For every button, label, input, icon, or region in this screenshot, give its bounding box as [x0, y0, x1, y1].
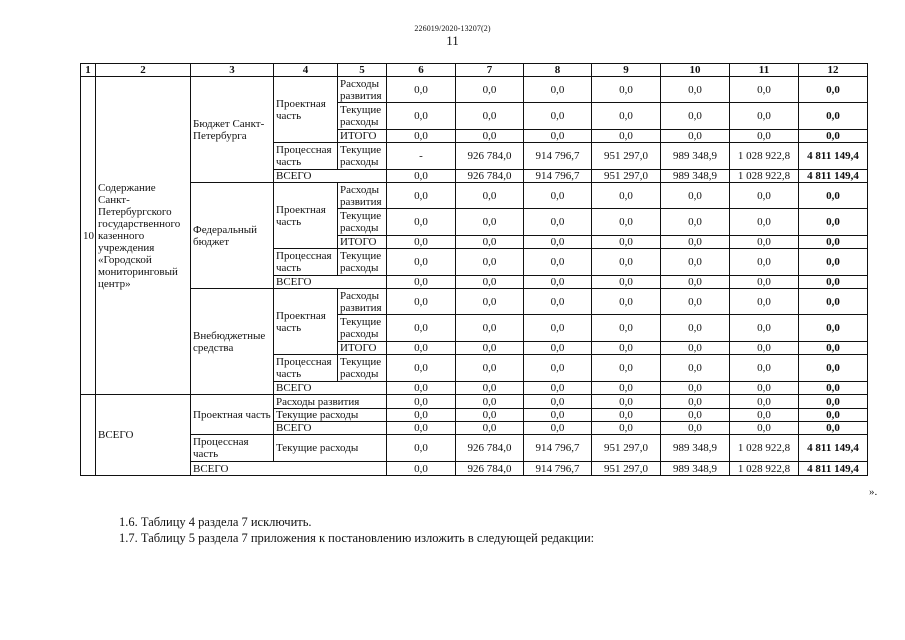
process-part-cell: Процессная часть	[274, 143, 338, 170]
value-cell: 0,0	[387, 422, 456, 435]
value-cell: 0,0	[661, 276, 730, 289]
value-cell: 0,0	[387, 209, 456, 236]
expense-type-cell: Расходы развития	[338, 183, 387, 209]
value-cell: 989 348,9	[661, 143, 730, 170]
column-number-6: 6	[387, 64, 456, 77]
process-part-cell: Процессная часть	[191, 435, 274, 462]
value-cell: 0,0	[661, 77, 730, 103]
total-value-cell: 0,0	[799, 77, 868, 103]
column-number-4: 4	[274, 64, 338, 77]
value-cell: 0,0	[387, 130, 456, 143]
value-cell: 0,0	[524, 249, 592, 276]
column-number-12: 12	[799, 64, 868, 77]
project-part-cell: Проектная часть	[274, 289, 338, 355]
value-cell: 0,0	[387, 395, 456, 409]
value-cell: 0,0	[456, 103, 524, 130]
value-cell: 951 297,0	[592, 435, 661, 462]
column-number-3: 3	[191, 64, 274, 77]
total-value-cell: 0,0	[799, 236, 868, 249]
value-cell: 0,0	[524, 103, 592, 130]
value-cell: 0,0	[456, 382, 524, 395]
table-row	[81, 435, 868, 462]
value-cell: 0,0	[730, 236, 799, 249]
total-value-cell: 4 811 149,4	[799, 143, 868, 170]
value-cell: 0,0	[730, 289, 799, 315]
table-row	[81, 395, 868, 409]
total-value-cell: 4 811 149,4	[799, 435, 868, 462]
value-cell: 0,0	[387, 289, 456, 315]
funding-source-cell: Внебюджетные средства	[191, 289, 274, 395]
column-number-9: 9	[592, 64, 661, 77]
value-cell: 0,0	[592, 395, 661, 409]
value-cell: 0,0	[456, 289, 524, 315]
value-cell: 1 028 922,8	[730, 435, 799, 462]
value-cell: 0,0	[524, 355, 592, 382]
expense-type-cell: Расходы развития	[274, 395, 387, 409]
column-number-5: 5	[338, 64, 387, 77]
value-cell: 0,0	[661, 249, 730, 276]
paragraph-1-6: 1.6. Таблицу 4 раздела 7 исключить.	[119, 515, 312, 529]
value-cell: 0,0	[456, 409, 524, 422]
value-cell: 926 784,0	[456, 435, 524, 462]
value-cell: 0,0	[387, 462, 456, 476]
value-cell: 0,0	[592, 77, 661, 103]
value-cell: 0,0	[661, 236, 730, 249]
value-cell: 0,0	[387, 170, 456, 183]
value-cell: 0,0	[661, 395, 730, 409]
subtotal-label-cell: ИТОГО	[338, 130, 387, 143]
value-cell: 0,0	[730, 209, 799, 236]
document-id: 226019/2020-13207(2)	[414, 24, 491, 33]
value-cell: 0,0	[524, 236, 592, 249]
value-cell: 0,0	[592, 183, 661, 209]
header-row	[81, 64, 868, 77]
value-cell: 0,0	[661, 315, 730, 342]
value-cell: 989 348,9	[661, 170, 730, 183]
value-cell: 0,0	[524, 183, 592, 209]
value-cell: 0,0	[456, 249, 524, 276]
project-part-cell: Проектная часть	[191, 395, 274, 435]
value-cell: 0,0	[592, 130, 661, 143]
value-cell: 0,0	[730, 409, 799, 422]
value-cell: 926 784,0	[456, 462, 524, 476]
value-cell: 914 796,7	[524, 170, 592, 183]
funding-source-cell: Бюджет Санкт-Петербурга	[191, 77, 274, 183]
value-cell: 0,0	[524, 315, 592, 342]
value-cell: 0,0	[592, 249, 661, 276]
value-cell: 951 297,0	[592, 462, 661, 476]
value-cell: 989 348,9	[661, 462, 730, 476]
subtotal-label-cell: ИТОГО	[338, 342, 387, 355]
expense-type-cell: Текущие расходы	[338, 315, 387, 342]
value-cell: 0,0	[456, 209, 524, 236]
process-part-cell: Процессная часть	[274, 355, 338, 382]
value-cell: 0,0	[387, 355, 456, 382]
overall-label-cell: ВСЕГО	[96, 395, 191, 476]
expense-type-cell: Расходы развития	[338, 77, 387, 103]
value-cell: 0,0	[661, 382, 730, 395]
value-cell: 0,0	[592, 409, 661, 422]
value-cell: 0,0	[730, 249, 799, 276]
value-cell: 0,0	[456, 276, 524, 289]
group-total-label-cell: ВСЕГО	[274, 276, 387, 289]
value-cell: 0,0	[524, 209, 592, 236]
value-cell: 0,0	[661, 183, 730, 209]
total-value-cell: 0,0	[799, 289, 868, 315]
expense-type-cell: Расходы развития	[338, 289, 387, 315]
grand-total-label-cell: ВСЕГО	[191, 462, 387, 476]
column-number-2: 2	[96, 64, 191, 77]
table-row	[81, 289, 868, 315]
value-cell: 0,0	[730, 77, 799, 103]
table-row	[81, 183, 868, 209]
value-cell: 0,0	[524, 409, 592, 422]
project-part-cell: Проектная часть	[274, 77, 338, 143]
value-cell: 0,0	[456, 236, 524, 249]
value-cell: 0,0	[661, 409, 730, 422]
expense-type-cell: Текущие расходы	[338, 143, 387, 170]
total-value-cell: 0,0	[799, 130, 868, 143]
value-cell: 0,0	[387, 409, 456, 422]
value-cell: 0,0	[524, 289, 592, 315]
value-cell: 0,0	[730, 355, 799, 382]
column-number-10: 10	[661, 64, 730, 77]
value-cell: 0,0	[661, 355, 730, 382]
total-value-cell: 0,0	[799, 409, 868, 422]
value-cell: 0,0	[387, 183, 456, 209]
empty-cell	[81, 395, 96, 476]
expense-type-cell: Текущие расходы	[338, 355, 387, 382]
value-cell: 1 028 922,8	[730, 462, 799, 476]
value-cell: 914 796,7	[524, 143, 592, 170]
value-cell: 0,0	[387, 77, 456, 103]
total-value-cell: 0,0	[799, 315, 868, 342]
value-cell: 0,0	[592, 209, 661, 236]
value-cell: 1 028 922,8	[730, 143, 799, 170]
total-value-cell: 0,0	[799, 183, 868, 209]
value-cell: 0,0	[387, 382, 456, 395]
total-value-cell: 0,0	[799, 249, 868, 276]
value-cell: 0,0	[730, 183, 799, 209]
value-cell: 0,0	[524, 342, 592, 355]
value-cell: 0,0	[730, 422, 799, 435]
value-cell: 0,0	[661, 342, 730, 355]
value-cell: 914 796,7	[524, 462, 592, 476]
value-cell: 0,0	[456, 183, 524, 209]
entity-name-cell: Содержание Санкт-Петербургского государственного казенного учреждения «Городской мониторинговый центр»	[96, 77, 191, 395]
total-value-cell: 0,0	[799, 355, 868, 382]
value-cell: 0,0	[592, 103, 661, 130]
total-value-cell: 0,0	[799, 103, 868, 130]
value-cell: 0,0	[661, 103, 730, 130]
value-cell: 0,0	[524, 395, 592, 409]
column-number-1: 1	[81, 64, 96, 77]
budget-table	[80, 63, 868, 476]
value-cell: 914 796,7	[524, 435, 592, 462]
funding-source-cell: Федеральный бюджет	[191, 183, 274, 289]
total-value-cell: 4 811 149,4	[799, 462, 868, 476]
value-cell: 0,0	[524, 276, 592, 289]
value-cell: 0,0	[456, 422, 524, 435]
column-number-7: 7	[456, 64, 524, 77]
value-cell: 0,0	[456, 342, 524, 355]
value-cell: -	[387, 143, 456, 170]
value-cell: 0,0	[524, 422, 592, 435]
expense-type-cell: Текущие расходы	[338, 209, 387, 236]
value-cell: 0,0	[387, 236, 456, 249]
total-value-cell: 0,0	[799, 209, 868, 236]
value-cell: 0,0	[387, 342, 456, 355]
value-cell: 0,0	[730, 342, 799, 355]
value-cell: 0,0	[592, 382, 661, 395]
value-cell: 0,0	[524, 130, 592, 143]
value-cell: 0,0	[592, 422, 661, 435]
value-cell: 0,0	[730, 395, 799, 409]
grand-total-row	[81, 462, 868, 476]
value-cell: 0,0	[524, 77, 592, 103]
value-cell: 926 784,0	[456, 170, 524, 183]
expense-type-cell: Текущие расходы	[338, 249, 387, 276]
value-cell: 0,0	[524, 382, 592, 395]
expense-type-cell: Текущие расходы	[274, 435, 387, 462]
row-number-cell: 10	[81, 77, 96, 395]
value-cell: 0,0	[592, 236, 661, 249]
value-cell: 0,0	[387, 315, 456, 342]
value-cell: 0,0	[592, 289, 661, 315]
value-cell: 0,0	[730, 382, 799, 395]
subtotal-label-cell: ВСЕГО	[274, 422, 387, 435]
value-cell: 0,0	[387, 103, 456, 130]
column-number-8: 8	[524, 64, 592, 77]
value-cell: 0,0	[592, 315, 661, 342]
value-cell: 0,0	[730, 276, 799, 289]
paragraph-1-7: 1.7. Таблицу 5 раздела 7 приложения к постановлению изложить в следующей редакции:	[119, 531, 595, 545]
value-cell: 0,0	[661, 289, 730, 315]
value-cell: 0,0	[730, 130, 799, 143]
total-value-cell: 4 811 149,4	[799, 170, 868, 183]
value-cell: 0,0	[456, 315, 524, 342]
group-total-label-cell: ВСЕГО	[274, 382, 387, 395]
value-cell: 951 297,0	[592, 170, 661, 183]
expense-type-cell: Текущие расходы	[338, 103, 387, 130]
total-value-cell: 0,0	[799, 382, 868, 395]
value-cell: 0,0	[592, 276, 661, 289]
value-cell: 0,0	[387, 276, 456, 289]
value-cell: 0,0	[730, 103, 799, 130]
process-part-cell: Процессная часть	[274, 249, 338, 276]
value-cell: 926 784,0	[456, 143, 524, 170]
expense-type-cell: Текущие расходы	[274, 409, 387, 422]
value-cell: 0,0	[730, 315, 799, 342]
total-value-cell: 0,0	[799, 342, 868, 355]
value-cell: 0,0	[592, 342, 661, 355]
total-value-cell: 0,0	[799, 395, 868, 409]
value-cell: 0,0	[456, 77, 524, 103]
value-cell: 0,0	[387, 249, 456, 276]
page-number: 11	[446, 33, 459, 48]
value-cell: 0,0	[387, 435, 456, 462]
project-part-cell: Проектная часть	[274, 183, 338, 249]
group-total-label-cell: ВСЕГО	[274, 170, 387, 183]
value-cell: 0,0	[661, 209, 730, 236]
value-cell: 989 348,9	[661, 435, 730, 462]
value-cell: 0,0	[456, 395, 524, 409]
value-cell: 0,0	[456, 355, 524, 382]
value-cell: 0,0	[661, 422, 730, 435]
subtotal-label-cell: ИТОГО	[338, 236, 387, 249]
total-value-cell: 0,0	[799, 422, 868, 435]
value-cell: 951 297,0	[592, 143, 661, 170]
table-row	[81, 77, 868, 103]
value-cell: 0,0	[456, 130, 524, 143]
closing-quote: ».	[869, 486, 878, 498]
column-number-11: 11	[730, 64, 799, 77]
value-cell: 0,0	[592, 355, 661, 382]
value-cell: 1 028 922,8	[730, 170, 799, 183]
total-value-cell: 0,0	[799, 276, 868, 289]
value-cell: 0,0	[661, 130, 730, 143]
